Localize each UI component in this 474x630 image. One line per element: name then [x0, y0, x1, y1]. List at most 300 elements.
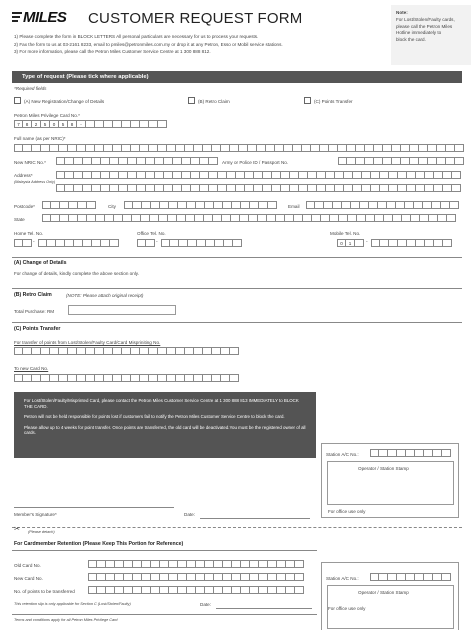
char-box[interactable]	[353, 184, 362, 192]
char-box[interactable]	[41, 374, 50, 382]
char-box[interactable]	[405, 201, 414, 209]
char-box[interactable]	[187, 201, 196, 209]
char-box[interactable]	[92, 239, 101, 247]
char-box[interactable]	[295, 586, 304, 594]
char-box[interactable]	[23, 347, 32, 355]
char-box[interactable]	[178, 586, 187, 594]
char-box[interactable]	[437, 144, 446, 152]
char-box[interactable]	[69, 214, 78, 222]
char-box[interactable]	[250, 586, 259, 594]
char-box[interactable]	[420, 214, 429, 222]
char-box[interactable]	[371, 171, 380, 179]
char-box[interactable]	[218, 171, 227, 179]
char-box[interactable]	[170, 239, 179, 247]
char-box[interactable]	[123, 214, 132, 222]
char-box[interactable]	[155, 157, 164, 165]
char-box[interactable]	[186, 214, 195, 222]
char-box[interactable]	[248, 144, 257, 152]
char-box[interactable]	[295, 573, 304, 581]
char-box[interactable]	[434, 184, 443, 192]
char-box[interactable]	[169, 201, 178, 209]
char-box[interactable]	[47, 239, 56, 247]
char-box[interactable]	[203, 144, 212, 152]
char-box[interactable]	[369, 201, 378, 209]
char-box[interactable]	[141, 214, 150, 222]
char-box[interactable]	[311, 144, 320, 152]
char-box[interactable]	[69, 201, 78, 209]
army-police-field[interactable]	[338, 157, 464, 165]
char-box[interactable]	[51, 201, 60, 209]
char-box[interactable]	[88, 573, 97, 581]
transfer-to-field[interactable]	[14, 374, 239, 382]
char-box[interactable]	[233, 239, 242, 247]
char-box[interactable]	[302, 144, 311, 152]
char-box[interactable]	[223, 560, 232, 568]
char-box[interactable]	[342, 201, 351, 209]
char-box[interactable]	[14, 239, 23, 247]
char-box[interactable]	[250, 201, 259, 209]
char-box[interactable]	[195, 214, 204, 222]
char-box[interactable]	[41, 144, 50, 152]
char-box[interactable]	[383, 144, 392, 152]
char-box[interactable]	[295, 560, 304, 568]
char-box[interactable]	[230, 374, 239, 382]
char-box[interactable]	[101, 239, 110, 247]
char-box[interactable]	[335, 184, 344, 192]
char-box[interactable]	[101, 171, 110, 179]
address-field-row-1[interactable]	[56, 171, 461, 179]
char-box[interactable]	[187, 586, 196, 594]
char-box[interactable]	[455, 157, 464, 165]
char-box[interactable]	[317, 171, 326, 179]
char-box[interactable]	[442, 449, 451, 457]
char-box[interactable]	[78, 201, 87, 209]
char-box[interactable]	[416, 184, 425, 192]
station-ac-field-2[interactable]	[370, 573, 451, 581]
char-box[interactable]	[191, 157, 200, 165]
char-box[interactable]	[308, 184, 317, 192]
char-box[interactable]	[392, 144, 401, 152]
mobile-tel-number[interactable]	[371, 239, 452, 247]
char-box[interactable]	[137, 184, 146, 192]
char-box[interactable]	[173, 157, 182, 165]
station-ac-field-1[interactable]	[370, 449, 451, 457]
char-box[interactable]	[200, 184, 209, 192]
char-box[interactable]	[218, 184, 227, 192]
char-box[interactable]	[113, 374, 122, 382]
char-box[interactable]	[133, 573, 142, 581]
char-box[interactable]	[60, 214, 69, 222]
char-box[interactable]	[77, 347, 86, 355]
char-box[interactable]	[232, 573, 241, 581]
char-box[interactable]	[41, 347, 50, 355]
char-box[interactable]	[281, 171, 290, 179]
char-box[interactable]	[308, 171, 317, 179]
char-box[interactable]	[196, 201, 205, 209]
char-box[interactable]	[344, 171, 353, 179]
char-box[interactable]	[137, 171, 146, 179]
char-box[interactable]	[160, 573, 169, 581]
char-box[interactable]	[424, 449, 433, 457]
char-box[interactable]	[149, 374, 158, 382]
char-box[interactable]	[250, 560, 259, 568]
char-box[interactable]	[168, 214, 177, 222]
char-box[interactable]	[32, 347, 41, 355]
char-box[interactable]	[86, 347, 95, 355]
char-box[interactable]	[101, 184, 110, 192]
char-box[interactable]	[277, 573, 286, 581]
char-box[interactable]	[230, 347, 239, 355]
char-box[interactable]	[87, 214, 96, 222]
address-field-row-2[interactable]	[56, 184, 461, 192]
char-box[interactable]	[65, 239, 74, 247]
char-box[interactable]	[387, 201, 396, 209]
char-box[interactable]	[370, 449, 379, 457]
char-box[interactable]	[92, 184, 101, 192]
char-box[interactable]	[259, 560, 268, 568]
char-box[interactable]	[360, 201, 369, 209]
char-box[interactable]	[423, 201, 432, 209]
char-box[interactable]	[272, 171, 281, 179]
char-box[interactable]	[205, 586, 214, 594]
char-box[interactable]	[131, 144, 140, 152]
char-box[interactable]	[249, 214, 258, 222]
char-box[interactable]	[347, 157, 356, 165]
char-box[interactable]	[115, 573, 124, 581]
char-box[interactable]	[196, 560, 205, 568]
char-box[interactable]	[209, 157, 218, 165]
char-box[interactable]	[415, 573, 424, 581]
char-box[interactable]	[164, 157, 173, 165]
char-box[interactable]	[415, 449, 424, 457]
char-box[interactable]	[365, 144, 374, 152]
char-box[interactable]	[203, 347, 212, 355]
char-box[interactable]	[275, 144, 284, 152]
char-box[interactable]	[122, 374, 131, 382]
char-box[interactable]	[128, 184, 137, 192]
char-box[interactable]	[86, 144, 95, 152]
char-box[interactable]	[214, 573, 223, 581]
char-box[interactable]	[124, 201, 133, 209]
char-box[interactable]	[433, 449, 442, 457]
char-box[interactable]	[169, 586, 178, 594]
char-box[interactable]	[214, 201, 223, 209]
char-box[interactable]	[357, 214, 366, 222]
char-box[interactable]	[128, 171, 137, 179]
char-box[interactable]	[187, 560, 196, 568]
char-box[interactable]	[205, 560, 214, 568]
char-box[interactable]	[245, 171, 254, 179]
char-box[interactable]	[437, 157, 446, 165]
char-box[interactable]	[167, 374, 176, 382]
char-box[interactable]	[42, 214, 51, 222]
char-box[interactable]	[68, 347, 77, 355]
char-box[interactable]	[179, 239, 188, 247]
char-box[interactable]	[384, 214, 393, 222]
char-box[interactable]	[104, 347, 113, 355]
char-box[interactable]	[50, 347, 59, 355]
char-box[interactable]	[239, 144, 248, 152]
char-box[interactable]	[194, 144, 203, 152]
char-box[interactable]	[371, 239, 380, 247]
char-box[interactable]	[56, 184, 65, 192]
char-box[interactable]	[277, 586, 286, 594]
new-nric-field[interactable]	[56, 157, 218, 165]
char-box[interactable]	[200, 171, 209, 179]
old-card-field[interactable]	[88, 560, 304, 568]
char-box[interactable]	[95, 144, 104, 152]
char-box[interactable]	[259, 573, 268, 581]
char-box[interactable]	[14, 347, 23, 355]
char-box[interactable]	[140, 347, 149, 355]
char-box[interactable]	[68, 144, 77, 152]
char-box[interactable]	[263, 184, 272, 192]
char-box[interactable]	[326, 171, 335, 179]
char-box[interactable]	[290, 171, 299, 179]
char-box[interactable]	[176, 144, 185, 152]
char-box[interactable]	[410, 144, 419, 152]
char-box[interactable]	[446, 144, 455, 152]
char-box[interactable]	[380, 171, 389, 179]
char-box[interactable]	[164, 184, 173, 192]
char-box[interactable]	[119, 171, 128, 179]
char-box[interactable]	[68, 374, 77, 382]
char-box[interactable]	[146, 239, 155, 247]
char-box[interactable]	[88, 586, 97, 594]
char-box[interactable]	[56, 239, 65, 247]
char-box[interactable]	[401, 144, 410, 152]
char-box[interactable]	[362, 184, 371, 192]
char-box[interactable]	[177, 214, 186, 222]
char-box[interactable]	[320, 144, 329, 152]
char-box[interactable]	[221, 144, 230, 152]
char-box[interactable]	[160, 201, 169, 209]
char-box[interactable]	[155, 171, 164, 179]
char-box[interactable]	[14, 144, 23, 152]
char-box[interactable]	[335, 171, 344, 179]
char-box[interactable]	[173, 184, 182, 192]
char-box[interactable]	[74, 171, 83, 179]
points-transferred-field[interactable]	[88, 586, 304, 594]
char-box[interactable]	[56, 157, 65, 165]
char-box[interactable]	[241, 201, 250, 209]
char-box[interactable]	[74, 239, 83, 247]
char-box[interactable]	[333, 201, 342, 209]
char-box[interactable]	[151, 586, 160, 594]
char-box[interactable]	[286, 586, 295, 594]
char-box[interactable]	[106, 573, 115, 581]
char-box[interactable]	[131, 374, 140, 382]
char-box[interactable]	[97, 573, 106, 581]
char-box[interactable]	[83, 171, 92, 179]
char-box[interactable]	[106, 586, 115, 594]
char-box[interactable]	[65, 184, 74, 192]
char-box[interactable]	[106, 560, 115, 568]
char-box[interactable]	[356, 144, 365, 152]
char-box[interactable]	[293, 144, 302, 152]
char-box[interactable]	[133, 586, 142, 594]
transfer-from-field[interactable]	[14, 347, 239, 355]
char-box[interactable]	[306, 201, 315, 209]
char-box[interactable]	[221, 347, 230, 355]
char-box[interactable]	[74, 184, 83, 192]
char-box[interactable]	[425, 171, 434, 179]
char-box[interactable]	[196, 586, 205, 594]
char-box[interactable]	[383, 157, 392, 165]
char-box[interactable]	[200, 157, 209, 165]
char-box[interactable]	[380, 184, 389, 192]
char-box[interactable]	[205, 201, 214, 209]
char-box[interactable]	[259, 201, 268, 209]
char-box[interactable]	[32, 144, 41, 152]
char-box[interactable]	[115, 586, 124, 594]
char-box[interactable]	[132, 214, 141, 222]
char-box[interactable]	[389, 171, 398, 179]
char-box[interactable]	[38, 239, 47, 247]
char-box[interactable]	[203, 374, 212, 382]
char-box[interactable]	[151, 560, 160, 568]
char-box[interactable]	[77, 374, 86, 382]
office-tel-area[interactable]	[137, 239, 155, 247]
char-box[interactable]	[83, 157, 92, 165]
char-box[interactable]	[65, 157, 74, 165]
char-box[interactable]	[236, 184, 245, 192]
char-box[interactable]	[206, 239, 215, 247]
mobile-tel-prefix[interactable]	[337, 239, 364, 247]
char-box[interactable]	[452, 171, 461, 179]
char-box[interactable]	[169, 573, 178, 581]
char-box[interactable]	[259, 586, 268, 594]
char-box[interactable]	[169, 560, 178, 568]
char-box[interactable]	[104, 374, 113, 382]
char-box[interactable]	[232, 560, 241, 568]
char-box[interactable]	[191, 184, 200, 192]
char-box[interactable]	[119, 184, 128, 192]
char-box[interactable]	[443, 171, 452, 179]
char-box[interactable]	[149, 144, 158, 152]
char-box[interactable]	[110, 184, 119, 192]
char-box[interactable]	[263, 171, 272, 179]
char-box[interactable]	[379, 573, 388, 581]
char-box[interactable]	[398, 239, 407, 247]
char-box[interactable]	[23, 239, 32, 247]
char-box[interactable]	[241, 586, 250, 594]
char-box[interactable]	[276, 214, 285, 222]
char-box[interactable]	[205, 573, 214, 581]
char-box[interactable]	[197, 239, 206, 247]
char-box[interactable]	[95, 374, 104, 382]
char-box[interactable]	[257, 144, 266, 152]
char-box[interactable]	[185, 374, 194, 382]
char-box[interactable]	[266, 144, 275, 152]
char-box[interactable]	[425, 239, 434, 247]
char-box[interactable]	[150, 214, 159, 222]
char-box[interactable]	[419, 144, 428, 152]
char-box[interactable]	[447, 214, 456, 222]
char-box[interactable]	[329, 144, 338, 152]
char-box[interactable]	[250, 573, 259, 581]
char-box[interactable]	[110, 157, 119, 165]
char-box[interactable]	[450, 201, 459, 209]
char-box[interactable]	[232, 586, 241, 594]
char-box[interactable]	[124, 573, 133, 581]
char-box[interactable]	[324, 201, 333, 209]
email-field[interactable]	[306, 201, 459, 209]
char-box[interactable]	[398, 171, 407, 179]
city-field[interactable]	[124, 201, 277, 209]
char-box[interactable]	[97, 560, 106, 568]
char-box[interactable]	[407, 171, 416, 179]
char-box[interactable]	[371, 184, 380, 192]
char-box[interactable]	[236, 171, 245, 179]
char-box[interactable]	[124, 586, 133, 594]
char-box[interactable]	[196, 573, 205, 581]
char-box[interactable]	[182, 157, 191, 165]
char-box[interactable]	[299, 171, 308, 179]
char-box[interactable]	[356, 157, 365, 165]
char-box[interactable]	[105, 214, 114, 222]
char-box[interactable]	[245, 184, 254, 192]
char-box[interactable]	[379, 449, 388, 457]
char-box[interactable]	[86, 374, 95, 382]
char-box[interactable]	[281, 184, 290, 192]
char-box[interactable]	[455, 144, 464, 152]
char-box[interactable]	[443, 239, 452, 247]
char-box[interactable]	[348, 214, 357, 222]
char-box[interactable]	[224, 239, 233, 247]
char-box[interactable]	[159, 214, 168, 222]
char-box[interactable]	[330, 214, 339, 222]
checkbox-new-registration[interactable]	[14, 97, 21, 104]
char-box[interactable]	[114, 214, 123, 222]
char-box[interactable]	[223, 573, 232, 581]
char-box[interactable]	[178, 573, 187, 581]
char-box[interactable]	[396, 201, 405, 209]
char-box[interactable]	[113, 347, 122, 355]
char-box[interactable]	[185, 347, 194, 355]
char-box[interactable]	[241, 573, 250, 581]
char-box[interactable]	[176, 347, 185, 355]
char-box[interactable]	[299, 184, 308, 192]
char-box[interactable]	[110, 239, 119, 247]
char-box[interactable]	[375, 214, 384, 222]
char-box[interactable]	[223, 201, 232, 209]
char-box[interactable]	[303, 214, 312, 222]
char-box[interactable]	[164, 171, 173, 179]
char-box[interactable]	[92, 157, 101, 165]
char-box[interactable]	[338, 157, 347, 165]
checkbox-points-transfer[interactable]	[304, 97, 311, 104]
char-box[interactable]	[133, 560, 142, 568]
char-box[interactable]	[204, 214, 213, 222]
char-box[interactable]	[104, 144, 113, 152]
char-box[interactable]	[87, 201, 96, 209]
char-box[interactable]	[131, 347, 140, 355]
char-box[interactable]	[227, 171, 236, 179]
char-box[interactable]	[122, 144, 131, 152]
char-box[interactable]	[432, 201, 441, 209]
char-box[interactable]	[317, 184, 326, 192]
char-box[interactable]	[353, 171, 362, 179]
char-box[interactable]	[230, 144, 239, 152]
char-box[interactable]	[398, 184, 407, 192]
char-box[interactable]	[83, 184, 92, 192]
char-box[interactable]	[115, 560, 124, 568]
char-box[interactable]	[83, 239, 92, 247]
char-box[interactable]	[389, 184, 398, 192]
char-box[interactable]	[286, 573, 295, 581]
char-box[interactable]	[315, 201, 324, 209]
